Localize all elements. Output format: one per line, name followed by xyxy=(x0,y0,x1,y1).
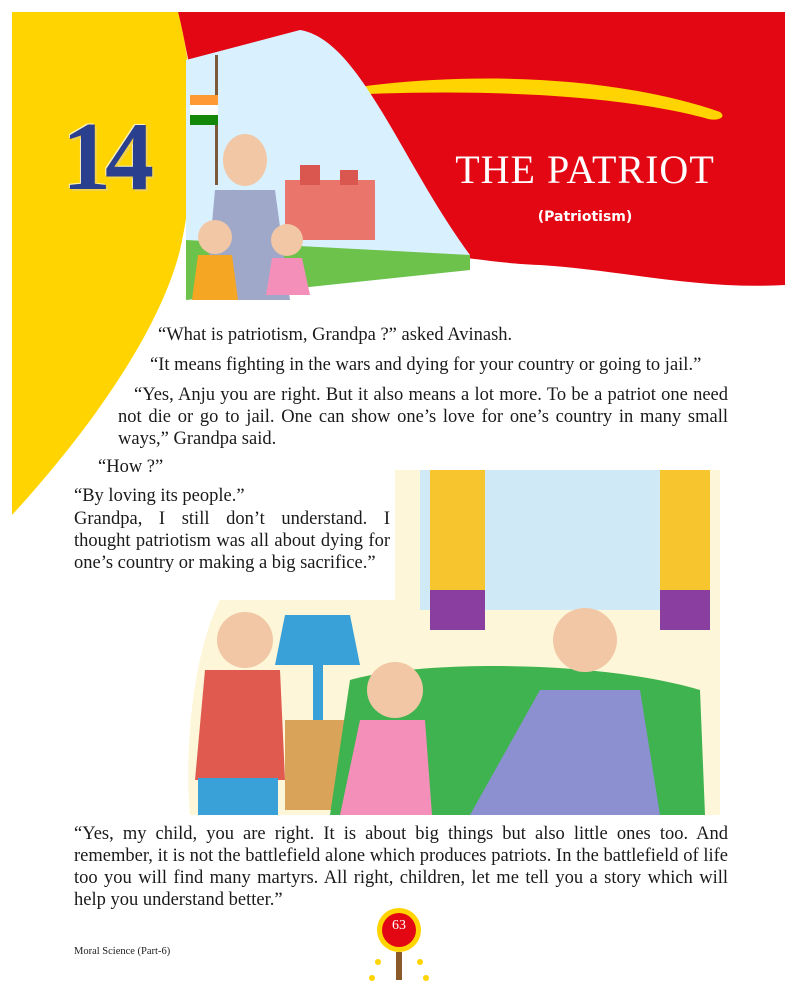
paragraph: “How ?” xyxy=(98,457,164,477)
book-title-footer: Moral Science (Part-6) xyxy=(74,946,171,957)
paragraph: “Yes, Anju you are right. But it also means a lot more. To be a patriot one need not die or go to jail. One can show one’s love for one’s country in many small ways,” Grandpa said. xyxy=(118,385,728,449)
chapter-number: 14 xyxy=(62,103,148,211)
paragraph: “Yes, my child, you are right. It is about big things but also little ones too. And remember, it is not the battlefield alone which produces patriots. In the battlefield of life too you will find many martyrs. All right, children, let me tell you a story which will help you understand better.” xyxy=(74,824,728,910)
page-number: 63 xyxy=(392,918,406,933)
paragraph: “It means fighting in the wars and dying for your country or going to jail.” xyxy=(150,355,702,375)
paragraph: “By loving its people.” xyxy=(74,486,245,506)
paragraph: “What is patriotism, Grandpa ?” asked Avinash. xyxy=(158,325,513,345)
chapter-title: THE PATRIOT xyxy=(455,147,715,192)
paragraph: Grandpa, I still don’t understand. I thought patriotism was all about dying for one’s country or making a big sacrifice.” xyxy=(74,509,390,573)
chapter-subtitle: (Patriotism) xyxy=(537,209,633,225)
